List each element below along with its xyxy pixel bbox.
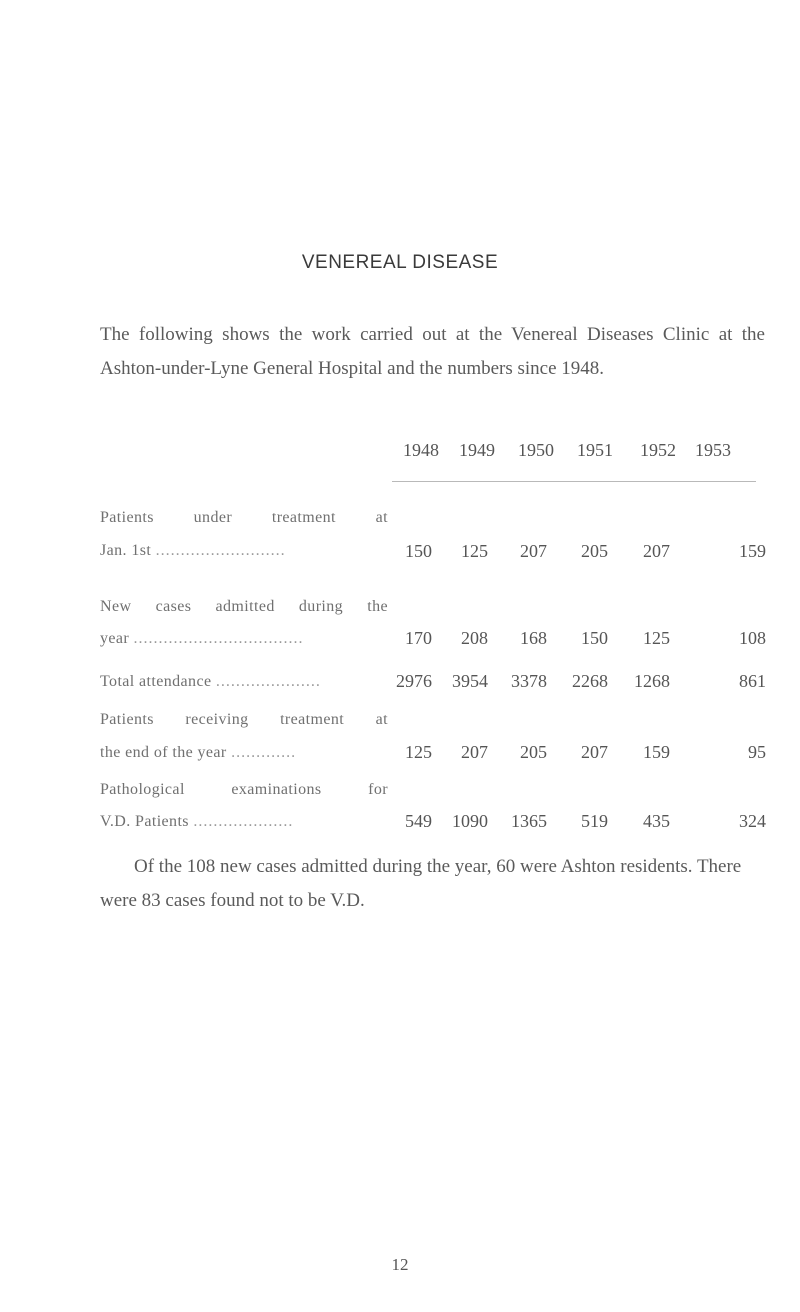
intro-paragraph: The following shows the work carried out at the Venereal Diseases Clinic at the Ashton-under-Lyne General Hospital and the numbers since 1948. (100, 324, 765, 379)
table-cell: 159 (643, 742, 670, 762)
table-cell: 150 (581, 628, 608, 648)
table-cell: 208 (461, 628, 488, 648)
table-cell: 1365 (511, 811, 547, 831)
year-header: 1950 (518, 440, 554, 460)
page-heading: VENEREAL DISEASE (301, 252, 499, 273)
table-cell: 95 (748, 742, 766, 762)
table-cell: 1268 (634, 671, 670, 691)
table-cell: 170 (405, 628, 432, 648)
table-cell: 861 (739, 671, 766, 691)
row-label: New cases admitted during the (100, 598, 388, 615)
row-label: Jan. 1st .......................... (100, 542, 286, 559)
table-cell: 2268 (572, 671, 608, 691)
row-label: Patients under treatment at (100, 509, 388, 526)
table-cell: 125 (461, 541, 488, 561)
page-number: 12 (391, 1255, 409, 1274)
table-cell: 207 (461, 742, 488, 762)
table-cell: 207 (643, 541, 670, 561)
table-cell: 207 (520, 541, 547, 561)
row-label: Patients receiving treatment at (100, 711, 388, 728)
table-cell: 3954 (452, 671, 488, 691)
year-header: 1952 (640, 440, 676, 460)
table-cell: 159 (739, 541, 766, 561)
closing-paragraph: Of the 108 new cases admitted during the year, 60 were Ashton residents. There were 83 cases found not to be V.D. (100, 856, 742, 911)
table-cell: 125 (643, 628, 670, 648)
row-label: the end of the year ............. (100, 744, 297, 761)
table-cell: 3378 (511, 671, 547, 691)
table-cell: 2976 (396, 671, 432, 691)
header-divider (392, 481, 756, 482)
table-cell: 435 (643, 811, 670, 831)
row-label: V.D. Patients .................... (100, 813, 294, 830)
table-cell: 207 (581, 742, 608, 762)
year-header: 1949 (459, 440, 495, 460)
table-cell: 205 (520, 742, 547, 762)
table-cell: 150 (405, 541, 432, 561)
table-cell: 108 (739, 628, 766, 648)
row-label: year .................................. (100, 630, 304, 647)
table-cell: 519 (581, 811, 608, 831)
table-cell: 1090 (452, 811, 488, 831)
table-cell: 168 (520, 628, 547, 648)
row-label: Pathological examinations for (100, 781, 388, 798)
table-cell: 205 (581, 541, 608, 561)
row-label: Total attendance ..................... (100, 673, 321, 690)
year-header: 1951 (577, 440, 613, 460)
year-header: 1948 (403, 440, 439, 460)
table-cell: 549 (405, 811, 432, 831)
year-header-row (0, 440, 800, 466)
table-cell: 324 (739, 811, 766, 831)
year-header: 1953 (695, 440, 731, 460)
table-cell: 125 (405, 742, 432, 762)
